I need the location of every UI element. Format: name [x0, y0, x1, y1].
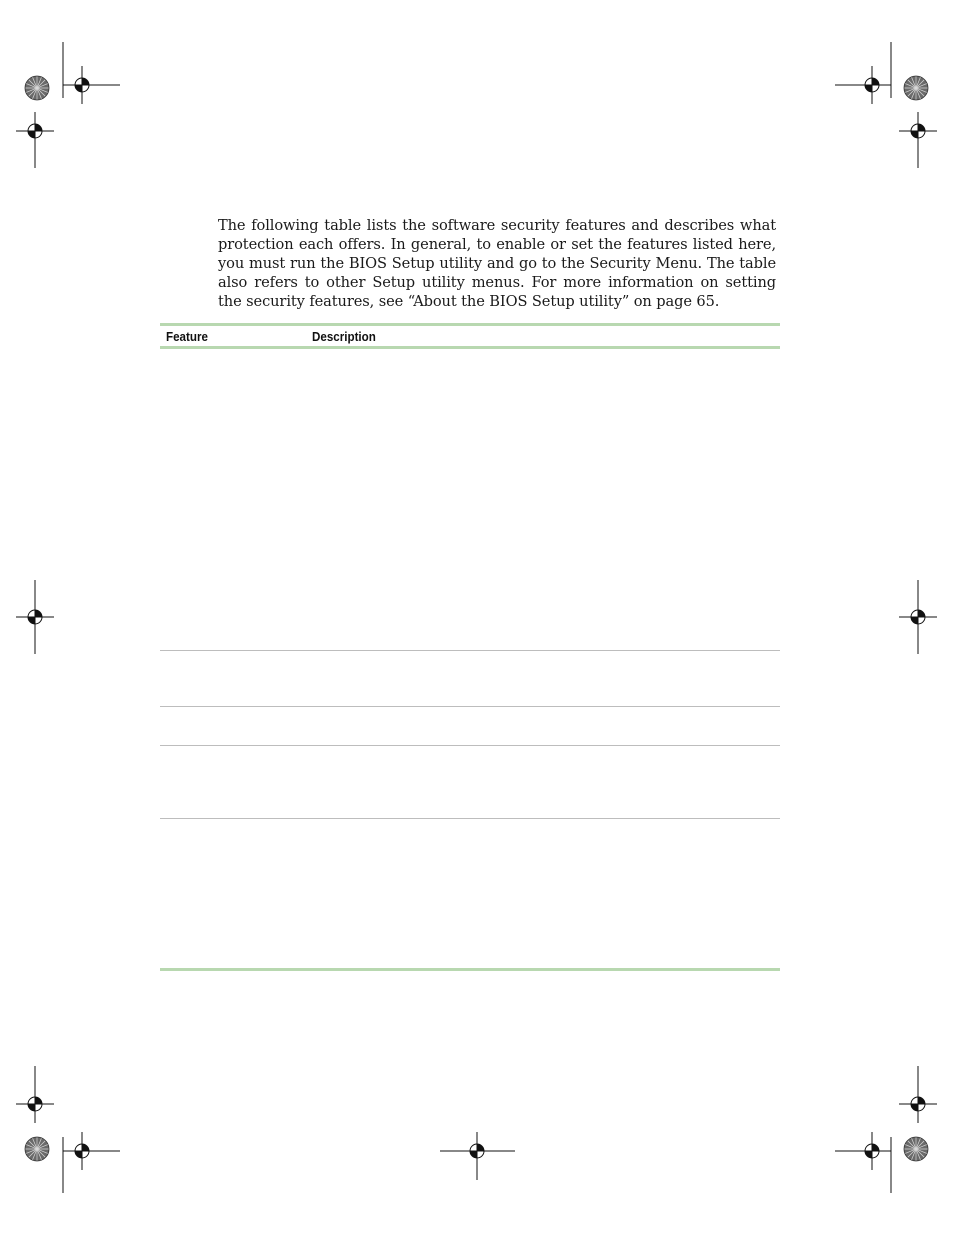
row-divider	[160, 706, 780, 707]
registration-target-right-middle	[899, 598, 937, 636]
starburst-top-right	[904, 76, 928, 100]
row-divider	[160, 745, 780, 746]
starburst-top-left	[25, 76, 49, 100]
column-header-description: Description	[312, 329, 376, 344]
registration-target-right-lower	[899, 1085, 937, 1123]
starburst-bottom-left	[25, 1137, 49, 1161]
table-header	[160, 323, 780, 349]
registration-target-top-right	[853, 66, 891, 104]
security-features-table	[160, 323, 780, 971]
intro-paragraph: The following table lists the software security features and describes what protection each offers. In general, to enable or set the features listed here, you must run the BIOS Setup utility and go to the Security Menu. The table also refers to other Setup utility menus. For more information on setting the security features, see “About the BIOS Setup utility” on page 65.	[218, 217, 776, 310]
registration-target-top-left	[63, 66, 101, 104]
registration-target-left-middle	[16, 598, 54, 636]
row-divider	[160, 818, 780, 819]
starburst-bottom-right	[904, 1137, 928, 1161]
column-header-feature: Feature	[166, 329, 208, 344]
registration-target-left-upper	[16, 112, 54, 150]
registration-target-right-upper	[899, 112, 937, 150]
registration-target-left-lower	[16, 1085, 54, 1123]
registration-target-bottom-right	[853, 1132, 891, 1170]
row-divider	[160, 650, 780, 651]
registration-target-bottom-left	[63, 1132, 101, 1170]
table-bottom-rule	[160, 968, 780, 971]
registration-target-bottom-center	[458, 1132, 496, 1170]
